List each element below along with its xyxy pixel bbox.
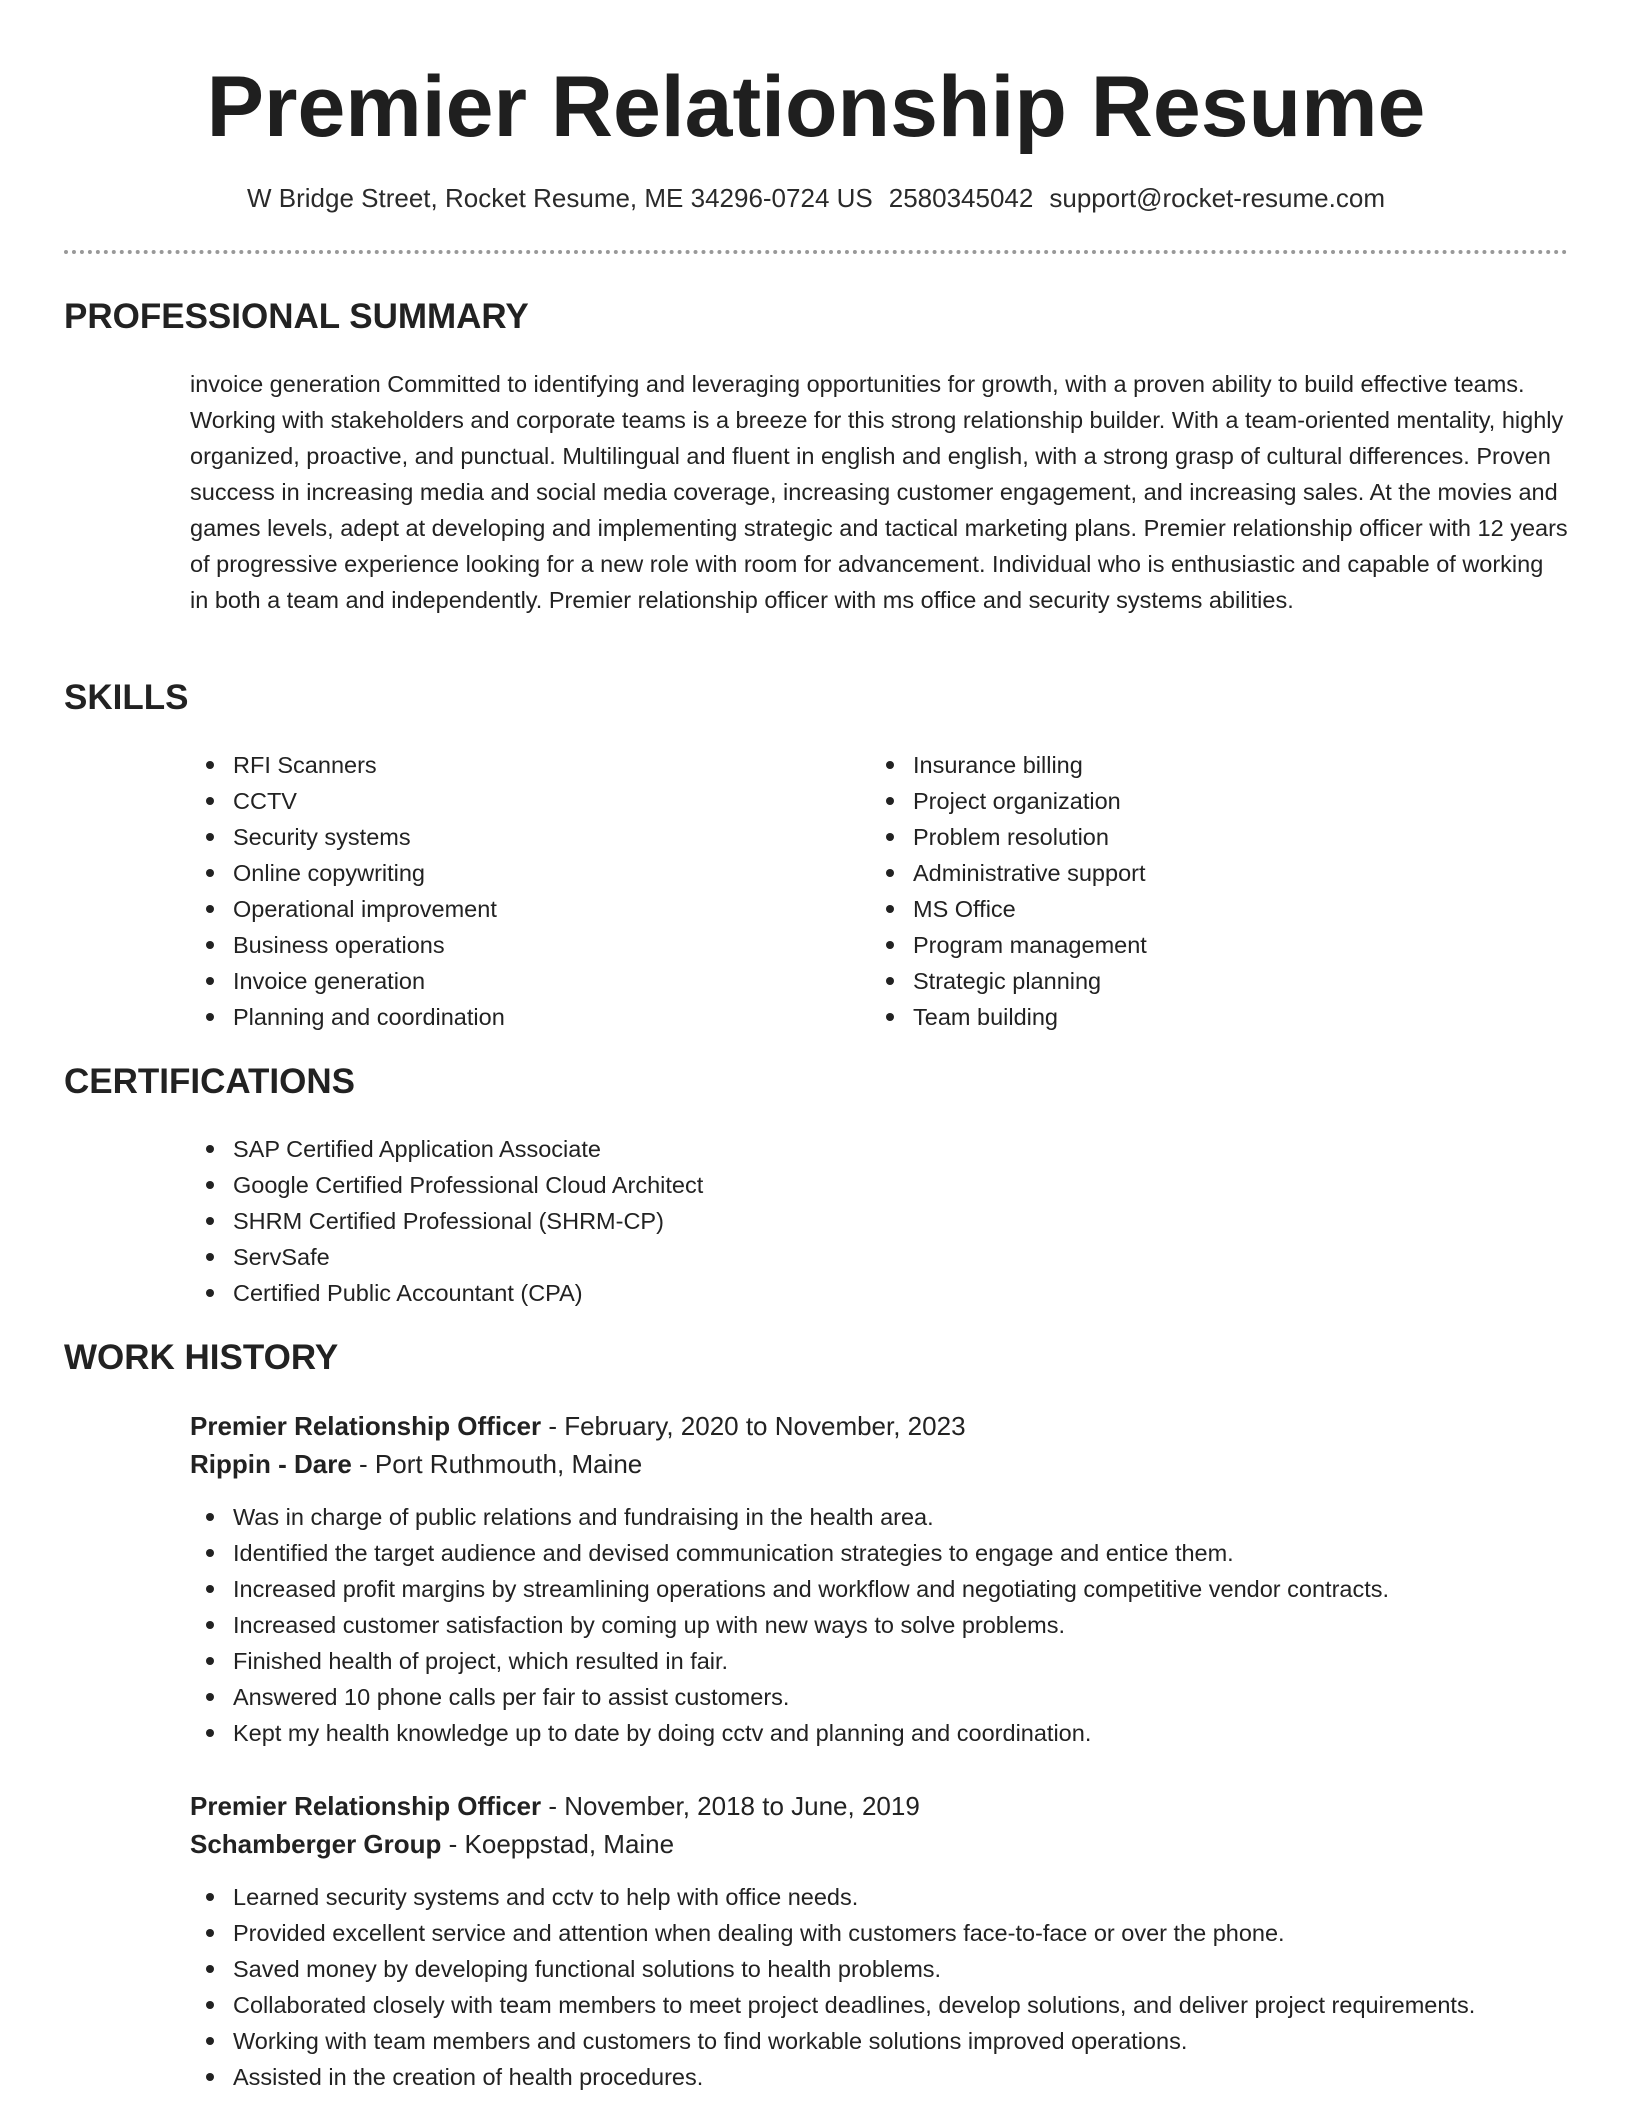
skill-item: Team building [870,999,1550,1035]
work-history-heading: WORK HISTORY [64,1338,339,1377]
duty-item: Kept my health knowledge up to date by doing cctv and planning and coordination. [190,1715,1568,1751]
skill-item: Online copywriting [190,855,870,891]
duty-item: Working with team members and customers to find workable solutions improved operations. [190,2023,1568,2059]
skill-item: Invoice generation [190,963,870,999]
job-company: Schamberger Group [190,1829,442,1859]
job-dates: - November, 2018 to June, 2019 [541,1791,920,1821]
skill-item: Insurance billing [870,747,1550,783]
contact-address: W Bridge Street, Rocket Resume, ME 34296-0724 US [247,183,873,213]
job-entry [190,1787,1568,2095]
certification-item: ServSafe [190,1239,1568,1275]
duty-item: Saved money by developing functional solutions to health problems. [190,1951,1568,1987]
duty-item: Increased customer satisfaction by coming up with new ways to solve problems. [190,1607,1568,1643]
job-company: Rippin - Dare [190,1449,352,1479]
job-company-line [190,1445,1568,1483]
duty-item: Finished health of project, which resulted in fair. [190,1643,1568,1679]
contact-phone: 2580345042 [888,183,1034,213]
skills-heading: SKILLS [64,678,189,717]
duty-item: Provided excellent service and attention when dealing with customers face-to-face or over the phone. [190,1915,1568,1951]
skill-item: Problem resolution [870,819,1550,855]
certification-item: SHRM Certified Professional (SHRM-CP) [190,1203,1568,1239]
skill-item: Operational improvement [190,891,870,927]
skill-item: Business operations [190,927,870,963]
skill-item: Administrative support [870,855,1550,891]
duty-item: Increased profit margins by streamlining operations and workflow and negotiating competitive vendor contracts. [190,1571,1568,1607]
duty-item: Was in charge of public relations and fundraising in the health area. [190,1499,1568,1535]
skills-list-left [190,747,870,1035]
certification-item: SAP Certified Application Associate [190,1131,1568,1167]
job-entry [190,1407,1568,1751]
resume-title: Premier Relationship Resume [206,59,1426,155]
skills-columns [190,747,1568,1035]
duty-item: Answered 10 phone calls per fair to assist customers. [190,1679,1568,1715]
skill-item: Security systems [190,819,870,855]
certifications-list-wrap [190,1131,1568,1311]
header-divider [64,250,1568,254]
summary-heading: PROFESSIONAL SUMMARY [64,297,529,336]
skill-item: MS Office [870,891,1550,927]
job-company-line [190,1825,1568,1863]
duty-item: Identified the target audience and devised communication strategies to engage and entice them. [190,1535,1568,1571]
job-duties [190,1879,1568,2095]
job-role: Premier Relationship Officer [190,1791,542,1821]
job-role: Premier Relationship Officer [190,1411,542,1441]
skill-item: RFI Scanners [190,747,870,783]
job-title-line [190,1407,1568,1445]
contact-email: support@rocket-resume.com [1049,183,1385,213]
duty-item: Collaborated closely with team members to meet project deadlines, develop solutions, and deliver project requirements. [190,1987,1568,2023]
duty-item: Learned security systems and cctv to help with office needs. [190,1879,1568,1915]
certifications-list [190,1131,1568,1311]
skill-item: Program management [870,927,1550,963]
skill-item: Strategic planning [870,963,1550,999]
job-location: - Koeppstad, Maine [441,1829,675,1859]
job-dates: - February, 2020 to November, 2023 [541,1411,966,1441]
skill-item: CCTV [190,783,870,819]
contact-line [0,180,1632,216]
job-duties [190,1499,1568,1751]
summary-text: invoice generation Committed to identifying and leveraging opportunities for growth, with a proven ability to build effective teams. Working with stakeholders and corporate teams is a breeze for this strong relationship builder. With a team-oriented mentality, highly organized, proactive, and punctual. Multilingual and fluent in english and english, with a strong grasp of cultural differences. Proven success in increasing media and social media coverage, increasing customer engagement, and increasing sales. At the movies and games levels, adept at developing and implementing strategic and tactical marketing plans. Premier relationship officer with 12 years of progressive experience looking for a new role with room for advancement. Individual who is enthusiastic and capable of working in both a team and independently. Premier relationship officer with ms office and security systems abilities. [190,371,1568,613]
skill-item: Project organization [870,783,1550,819]
skills-list-right [870,747,1550,1035]
job-location: - Port Ruthmouth, Maine [351,1449,643,1479]
job-title-line [190,1787,1568,1825]
certifications-heading: CERTIFICATIONS [64,1062,356,1101]
duty-item: Assisted in the creation of health procedures. [190,2059,1568,2095]
certification-item: Google Certified Professional Cloud Architect [190,1167,1568,1203]
certification-item: Certified Public Accountant (CPA) [190,1275,1568,1311]
skill-item: Planning and coordination [190,999,870,1035]
